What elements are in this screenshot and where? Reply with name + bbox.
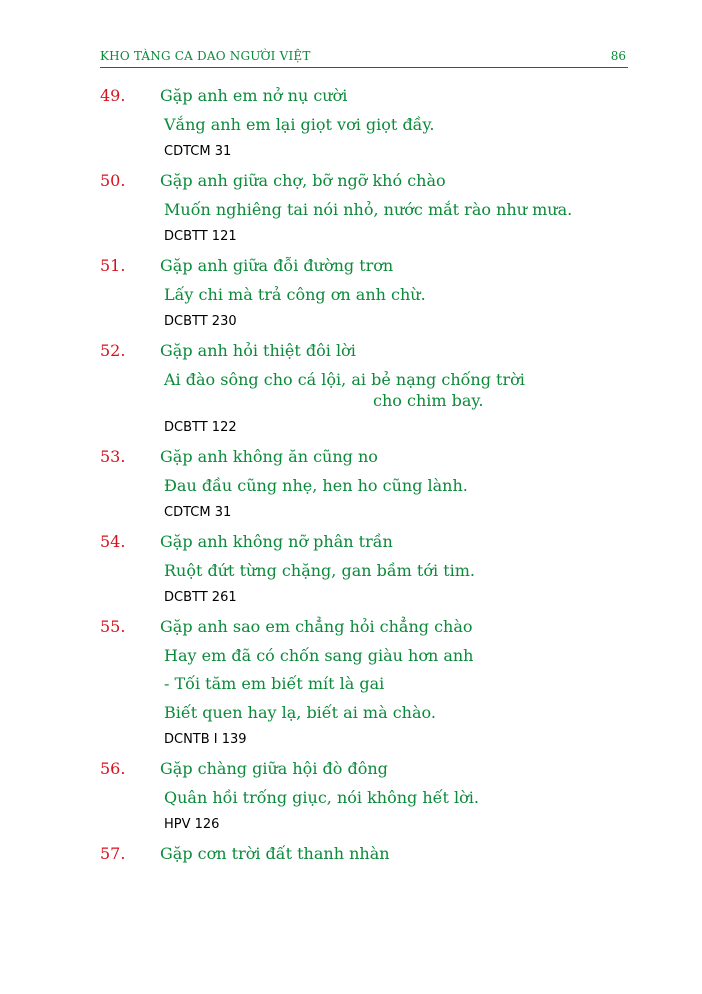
verse-source: DCNTB I 139 [164,732,247,747]
verse-first-line: Gặp anh hỏi thiệt đôi lời [160,341,356,360]
verse-number: 55. [100,617,126,636]
page-number: 86 [610,49,626,63]
verse-line: Lấy chi mà trả công ơn anh chừ. [164,285,426,304]
verse-number: 50. [100,171,126,190]
verse-source: DCBTT 261 [164,590,237,605]
verse-source: HPV 126 [164,817,220,832]
verse-line: Muốn nghiêng tai nói nhỏ, nước mắt rào như mưa. [164,200,573,219]
verse-line: Đau đầu cũng nhẹ, hen ho cũng lành. [164,476,468,495]
verse-number: 49. [100,86,126,105]
verse-line: Vắng anh em lại giọt vơi giọt đầy. [164,115,435,134]
verse-source: DCBTT 121 [164,229,237,244]
verse-line: Ai đào sông cho cá lội, ai bẻ nạng chống trời [164,370,525,389]
verse-line: Biết quen hay lạ, biết ai mà chào. [164,703,436,722]
verse-line: Ruột đứt từng chặng, gan bầm tới tim. [164,561,475,580]
verse-number: 53. [100,447,126,466]
verse-source: DCBTT 122 [164,420,237,435]
verse-number: 52. [100,341,126,360]
verse-line: Hay em đã có chốn sang giàu hơn anh [164,646,474,665]
verse-first-line: Gặp anh sao em chẳng hỏi chẳng chào [160,617,473,636]
verse-first-line: Gặp cơn trời đất thanh nhàn [160,844,390,863]
verse-line-continuation: cho chim bay. [373,391,484,410]
verse-number: 56. [100,759,126,778]
verse-first-line: Gặp anh em nở nụ cười [160,86,348,105]
verse-number: 57. [100,844,126,863]
verse-first-line: Gặp anh giữa chợ, bỡ ngỡ khó chào [160,171,446,190]
verse-source: DCBTT 230 [164,314,237,329]
page-header [100,49,628,68]
verse-source: CDTCM 31 [164,505,232,520]
verse-first-line: Gặp anh không nỡ phân trần [160,532,393,551]
verse-first-line: Gặp anh không ăn cũng no [160,447,378,466]
verse-first-line: Gặp anh giữa đỗi đường trơn [160,256,394,275]
verse-first-line: Gặp chàng giữa hội đò đông [160,759,388,778]
verse-source: CDTCM 31 [164,144,232,159]
verse-number: 54. [100,532,126,551]
verse-line: - Tối tăm em biết mít là gai [164,674,385,693]
verse-number: 51. [100,256,126,275]
book-title: KHO TÀNG CA DAO NGƯỜI VIỆT [100,49,311,63]
verse-line: Quân hồi trống giục, nói không hết lời. [164,788,479,807]
